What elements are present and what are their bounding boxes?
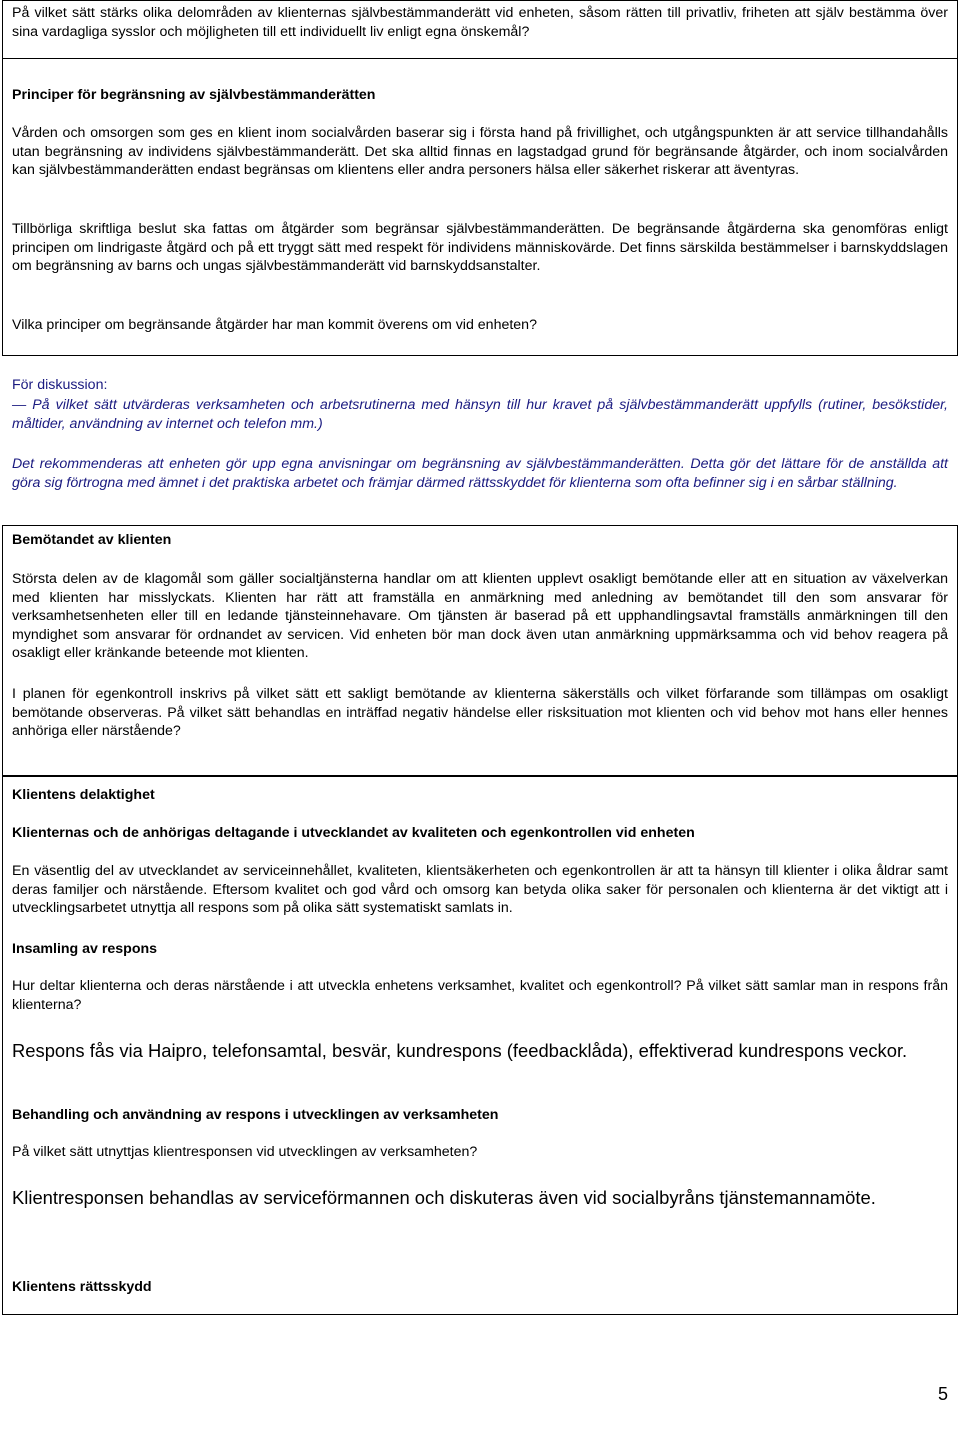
principles-question: Vilka principer om begränsande åtgärder har man kommit överens om vid enheten?: [12, 317, 537, 333]
principles-paragraph-1: Vården och omsorgen som ges en klient inom socialvården baserar sig i första hand på frivillighet, och utgångspunkten är att service tillhandahålls utan begränsning av individens självbestämmanderätt. Det ska alltid finnas en lagstadgad grund för begränsande åtgärder, och inom socialvården kan självbestämmanderätten endast begränsas om klientens eller andra personers hälsa eller säkerhet riskerar att äventyras.: [12, 125, 948, 179]
usage-heading: Behandling och användning av respons i utvecklingen av verksamheten: [12, 1107, 499, 1123]
participation-heading: Klientens delaktighet: [12, 787, 155, 803]
intro-question: På vilket sätt stärks olika delområden av klienternas självbestämmanderätt vid enheten, såsom rätten till privatliv, friheten att själv bestämma över sina vardagliga sysslor och möjligheten till ett individuellt liv enligt egna önskemål?: [12, 5, 948, 40]
discussion-bullet: — På vilket sätt utvärderas verksamheten och arbetsrutinerna med hänsyn till hur kravet på självbestämmanderätt uppfylls (rutiner, besökstider, måltider, användning av internet och telefon mm.): [12, 397, 948, 432]
legal-heading: Klientens rättsskydd: [12, 1279, 152, 1295]
participation-subheading: Klienternas och de anhörigas deltagande i utvecklandet av kvaliteten och egenkontrollen vid enheten: [12, 825, 695, 841]
usage-answer: Klientresponsen behandlas av serviceförmannen och diskuteras även vid socialbyråns tjänstemannamöte.: [12, 1187, 876, 1208]
collection-heading: Insamling av respons: [12, 941, 158, 957]
treatment-paragraph-2: I planen för egenkontroll inskrivs på vilket sätt ett sakligt bemötande av klienterna säkerställs och vilket förfarande som tillämpas om osakligt bemötande observeras. På vilket sätt behandlas en inträffad negativ händelse eller risksituation mot klienten och vid behov mot hans eller hennes anhöriga eller närstående?: [12, 686, 948, 740]
page-number: 5: [937, 1384, 948, 1404]
collection-question: Hur deltar klienterna och deras närstående i att utveckla enhetens verksamhet, kvalitet och egenkontroll? På vilket sätt samlar man in respons från klienterna?: [12, 978, 948, 1013]
principles-heading: Principer för begränsning av självbestämmanderätten: [12, 87, 376, 103]
participation-paragraph: En väsentlig del av utvecklandet av serviceinnehållet, kvaliteten, klientsäkerheten och egenkontrollen är att ta hänsyn till klienter i olika åldrar samt deras familjer och närstående. Eftersom kvalitet och god vård och omsorg kan betyda olika saker för personalen och klienterna är det viktigt att i utvecklingsarbetet utnyttja all respons som på olika sätt systematiskt samlats in.: [12, 863, 948, 917]
discussion-label: För diskussion:: [12, 377, 108, 393]
discussion-recommendation: Det rekommenderas att enheten gör upp egna anvisningar om begränsning av självbestämmanderätten. Detta gör det lättare för de anställda att göra sig förtrogna med ämnet i det praktiska arbetet och främjar därmed rättsskyddet för klienterna som ofta befinner sig i en sårbar ställning.: [12, 456, 948, 491]
principles-paragraph-2: Tillbörliga skriftliga beslut ska fattas om åtgärder som begränsar självbestämmanderätten. De begränsande åtgärderna ska genomföras enligt principen om lindrigaste åtgärd och på ett tryggt sätt med respekt för individens människovärde. Det finns särskilda bestämmelser i barnskyddslagen om begränsning av barns och ungas självbestämmanderätt vid barnskyddsanstalter.: [12, 221, 948, 275]
treatment-paragraph-1: Största delen av de klagomål som gäller socialtjänsterna handlar om att klienten upplevt osakligt bemötande eller att en situation av växelverkan med klienten har misslyckats. Klienten har rätt att framställa en anmärkning med anledning av bemötandet till den som ansvarar för verksamhetsenheten eller till en ledande tjänsteinnehavare. Om tjänsten är baserad på ett upphandlingsavtal framställs anmärkningen till den myndighet som ansvarar för ordnandet av servicen. Vid enheten bör man dock även utan anmärkning uppmärksamma och vid behov reagera på osakligt eller kränkande beteende mot klienten.: [12, 571, 948, 662]
usage-question: På vilket sätt utnyttjas klientresponsen vid utvecklingen av verksamheten?: [12, 1144, 478, 1160]
collection-answer: Respons fås via Haipro, telefonsamtal, besvär, kundrespons (feedbacklåda), effektiverad kundrespons veckor.: [12, 1040, 908, 1061]
treatment-heading: Bemötandet av klienten: [12, 532, 172, 548]
